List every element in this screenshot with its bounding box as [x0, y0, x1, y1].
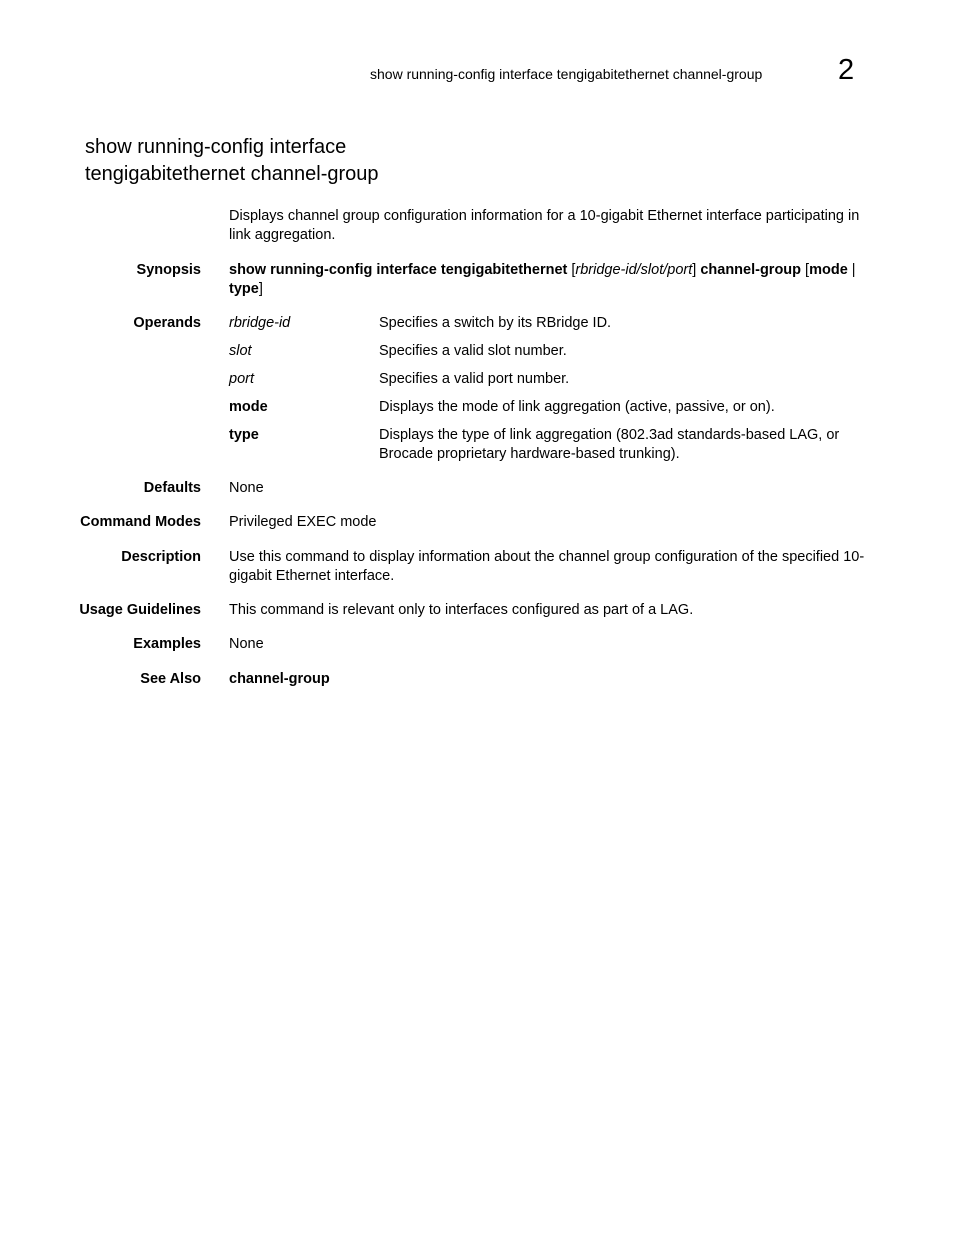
- operand-description: Displays the mode of link aggregation (active, passive, or on).: [379, 399, 775, 415]
- operand-term: slot: [229, 343, 252, 359]
- examples-label: Examples: [133, 636, 201, 652]
- see-also-label: See Also: [140, 671, 201, 687]
- operand-description: Specifies a valid slot number.: [379, 343, 567, 359]
- intro-text: Displays channel group configuration information for a 10-gigabit Ethernet interface participating in link aggregation.: [229, 208, 860, 243]
- usage-guidelines-value: This command is relevant only to interfaces configured as part of a LAG.: [229, 602, 694, 618]
- title-line-2: tengigabitethernet channel-group: [85, 163, 379, 185]
- command-modes-label: Command Modes: [80, 514, 201, 530]
- synopsis-bracket-close-1: ]: [692, 262, 701, 278]
- defaults-value: None: [229, 480, 264, 496]
- page-title: [85, 134, 379, 188]
- operands-label: Operands: [133, 315, 201, 331]
- synopsis-keyword: channel-group: [700, 262, 802, 278]
- operand-term: mode: [229, 399, 268, 415]
- synopsis-option-type: type: [229, 280, 259, 297]
- synopsis-bracket-open-2: [: [801, 262, 810, 278]
- operand-term: type: [229, 427, 259, 443]
- synopsis-command: show running-config interface tengigabitethernet: [229, 262, 568, 278]
- running-header: show running-config interface tengigabitethernet channel-group: [370, 66, 763, 82]
- synopsis-text: [229, 261, 869, 298]
- title-line-1: show running-config interface: [85, 136, 347, 158]
- defaults-label: Defaults: [143, 480, 201, 496]
- synopsis-label: Synopsis: [136, 262, 201, 278]
- operand-term: rbridge-id: [229, 315, 291, 331]
- chapter-number: 2: [838, 54, 855, 86]
- command-modes-value: Privileged EXEC mode: [229, 514, 377, 530]
- see-also-link[interactable]: channel-group: [229, 671, 330, 687]
- operand-term: port: [229, 371, 254, 387]
- synopsis-bracket-close-2: ]: [258, 280, 263, 297]
- synopsis-bracket-open-1: [: [567, 262, 576, 278]
- description-label: Description: [121, 549, 201, 565]
- synopsis-pipe: |: [847, 262, 856, 278]
- operand-description: Specifies a switch by its RBridge ID.: [379, 315, 612, 331]
- synopsis-argument: rbridge-id/slot/port: [575, 262, 693, 278]
- synopsis-option-mode: mode: [809, 262, 848, 278]
- usage-guidelines-label: Usage Guidelines: [79, 602, 201, 618]
- description-value: Use this command to display information about the channel group configuration of the specified 10-gigabit Ethernet interface.: [229, 549, 865, 584]
- operand-description: Displays the type of link aggregation (802.3ad standards-based LAG, or Brocade proprietary hardware-based trunking).: [379, 427, 840, 462]
- operand-description: Specifies a valid port number.: [379, 371, 570, 387]
- examples-value: None: [229, 636, 264, 652]
